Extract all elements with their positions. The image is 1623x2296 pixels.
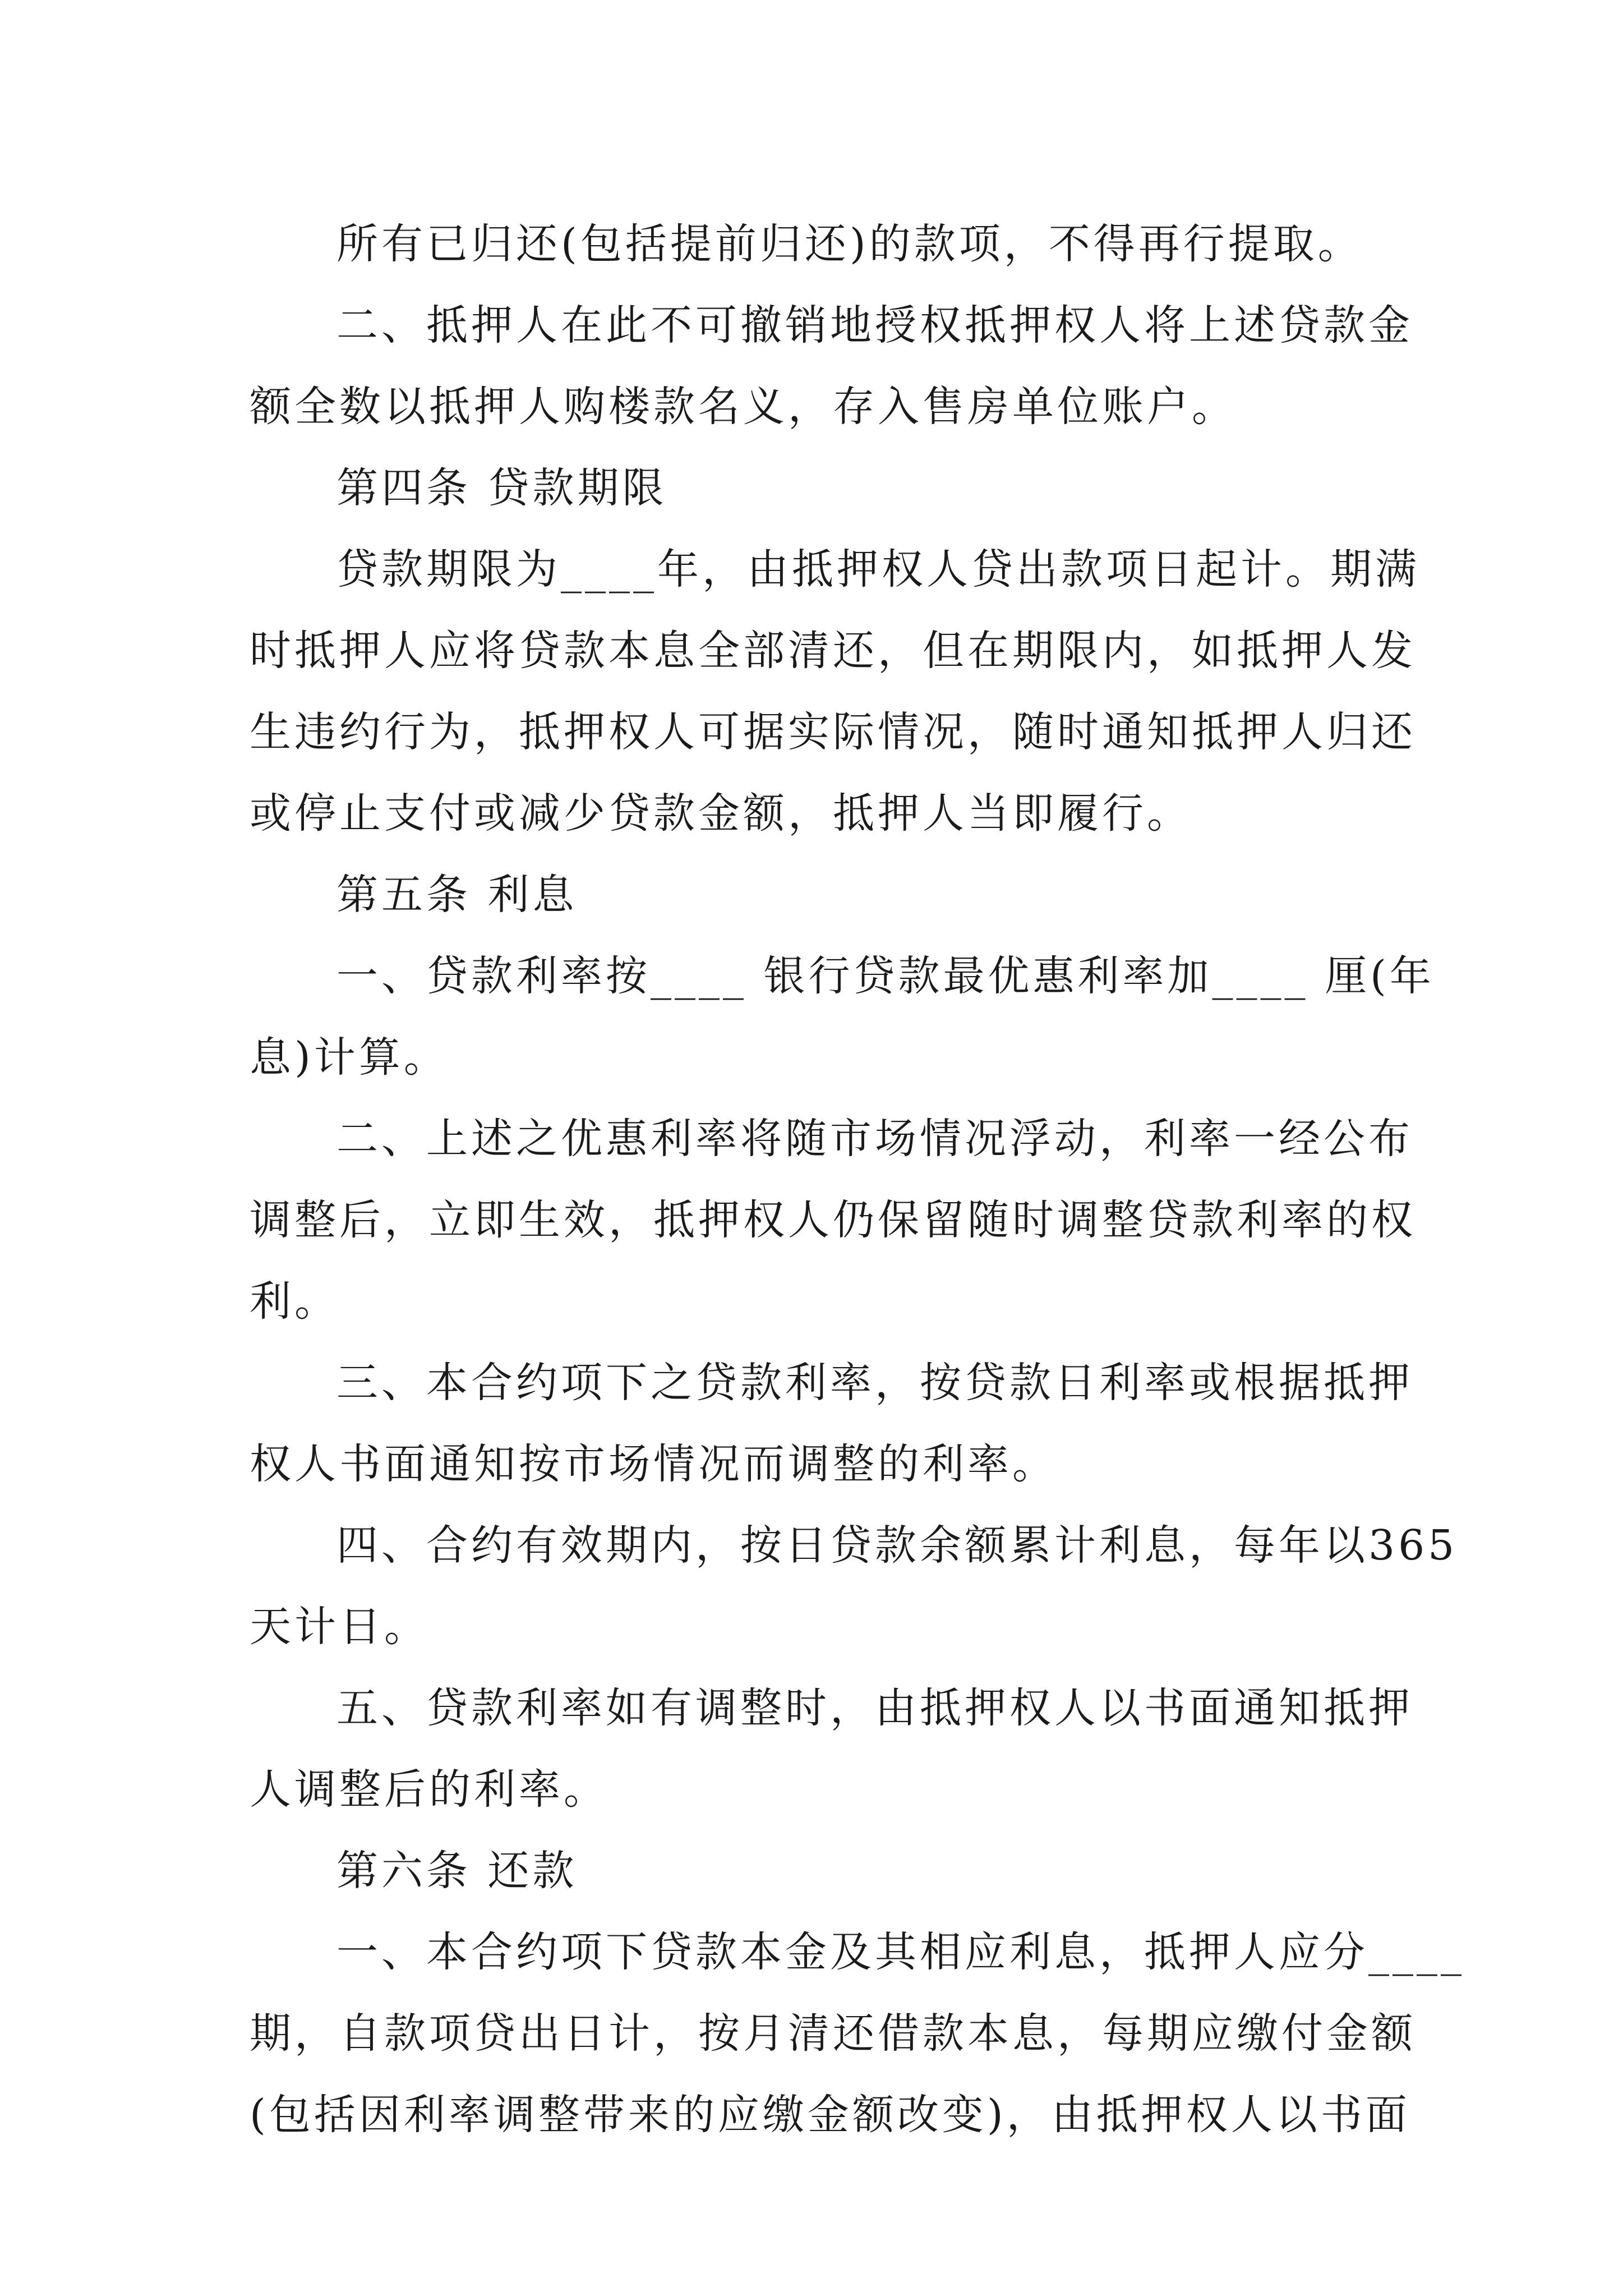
text-line: 四、合约有效期内，按日贷款余额累计利息，每年以365 — [336, 1521, 1458, 1570]
text-line: 二、抵押人在此不可撤销地授权抵押权人将上述贷款金 — [336, 301, 1413, 349]
text-line: 人调整后的利率。 — [250, 1765, 608, 1814]
text-line: 一、本合约项下贷款本金及其相应利息，抵押人应分____ — [336, 1928, 1465, 1976]
text-line: 息)计算。 — [250, 1033, 449, 1082]
text-line: (包括因利率调整带来的应缴金额改变)，由抵押权人以书面 — [250, 2091, 1410, 2139]
section-heading: 第五条 利息 — [336, 871, 578, 919]
section-heading: 第四条 贷款期限 — [336, 464, 667, 512]
text-line: 利。 — [250, 1277, 339, 1326]
text-line: 二、上述之优惠利率将随市场情况浮动，利率一经公布 — [336, 1115, 1413, 1163]
text-line: 权人书面通知按市场情况而调整的利率。 — [250, 1440, 1057, 1488]
text-line: 三、本合约项下之贷款利率，按贷款日利率或根据抵押 — [336, 1359, 1413, 1407]
section-heading: 第六条 还款 — [336, 1847, 578, 1895]
text-line: 时抵押人应将贷款本息全部清还，但在期限内，如抵押人发 — [250, 627, 1416, 675]
text-line: 天计日。 — [250, 1603, 429, 1651]
text-line: 调整后，立即生效，抵押权人仍保留随时调整贷款利率的权 — [250, 1196, 1416, 1244]
text-line: 所有已归还(包括提前归还)的款项，不得再行提取。 — [336, 220, 1363, 268]
text-line: 额全数以抵押人购楼款名义，存入售房单位账户。 — [250, 383, 1237, 431]
text-line: 生违约行为，抵押权人可据实际情况，随时通知抵押人归还 — [250, 708, 1416, 756]
text-line: 期，自款项贷出日计，按月清还借款本息，每期应缴付金额 — [250, 2009, 1416, 2058]
text-line: 一、贷款利率按____ 银行贷款最优惠利率加____ 厘(年 — [336, 952, 1435, 1000]
text-line: 五、贷款利率如有调整时，由抵押权人以书面通知抵押 — [336, 1684, 1413, 1732]
text-line: 或停止支付或减少贷款金额，抵押人当即履行。 — [250, 789, 1192, 838]
text-line: 贷款期限为____年，由抵押权人贷出款项日起计。期满 — [336, 545, 1420, 593]
